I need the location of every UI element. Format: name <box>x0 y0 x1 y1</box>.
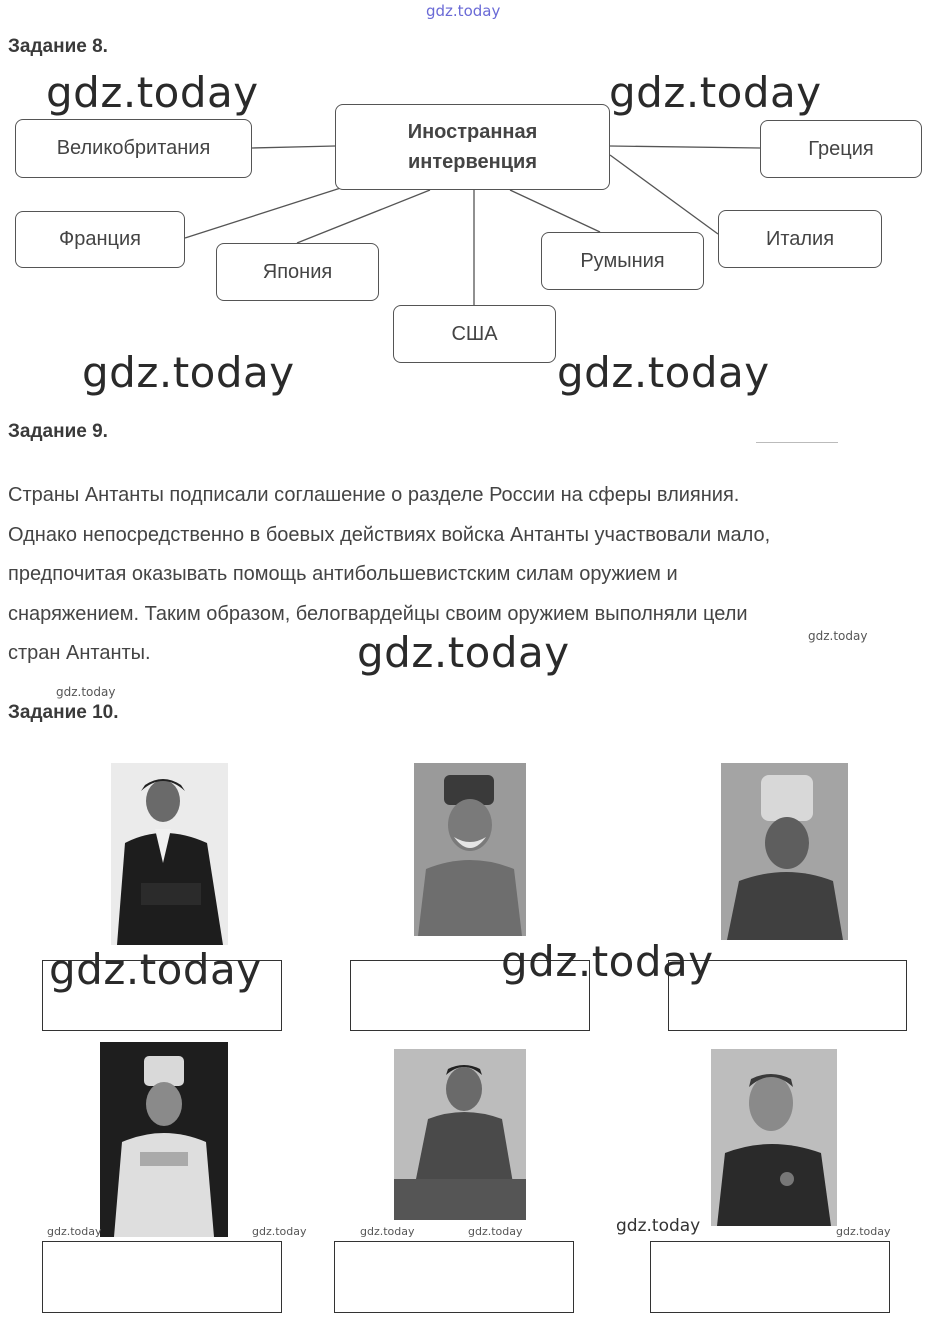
connector-greece <box>610 146 760 148</box>
connector-gb <box>252 146 335 148</box>
connector-france <box>185 185 350 238</box>
watermark-big: gdz.today <box>49 945 262 994</box>
paragraph-line: предпочитая оказывать помощь антибольшевистским силам оружием и <box>8 563 678 585</box>
watermark-small: gdz.today <box>360 1225 415 1238</box>
node-france: Франция <box>15 211 185 268</box>
node-great-britain: Великобритания <box>15 119 252 178</box>
task9-heading: Задание 9. <box>8 421 108 442</box>
portrait-photo-4 <box>100 1042 228 1237</box>
connector-italy <box>610 155 718 234</box>
connector-romania <box>510 190 600 232</box>
node-japan: Япония <box>216 243 379 301</box>
watermark-small: gdz.today <box>468 1225 523 1238</box>
task8-heading: Задание 8. <box>8 36 108 57</box>
portrait-photo-2 <box>414 763 526 936</box>
watermark-big: gdz.today <box>82 348 295 397</box>
portrait-photo-6 <box>711 1049 837 1226</box>
watermark-small: gdz.today <box>836 1225 891 1238</box>
diagram-center-node <box>335 104 610 190</box>
watermark-big: gdz.today <box>46 68 259 117</box>
top-watermark: gdz.today <box>426 2 501 20</box>
center-node-line2: интервенция <box>407 151 537 173</box>
watermark-big: gdz.today <box>357 628 570 677</box>
watermark-small: gdz.today <box>616 1216 701 1236</box>
watermark-big: gdz.today <box>557 348 770 397</box>
watermark-small: gdz.today <box>252 1225 307 1238</box>
node-greece: Греция <box>760 120 922 178</box>
node-romania: Румыния <box>541 232 704 290</box>
watermark-small: gdz.today <box>47 1225 102 1238</box>
task10-heading: Задание 10. <box>8 702 119 723</box>
answer-box-4[interactable] <box>42 1241 282 1313</box>
node-usa: США <box>393 305 556 363</box>
divider-line <box>756 442 838 443</box>
watermark-big: gdz.today <box>501 937 714 986</box>
paragraph-line: Страны Антанты подписали соглашение о разделе России на сферы влияния. <box>8 484 740 506</box>
node-italy: Италия <box>718 210 882 268</box>
watermark-small: gdz.today <box>808 629 868 643</box>
answer-box-6[interactable] <box>650 1241 890 1313</box>
portrait-photo-1 <box>111 763 228 945</box>
watermark-big: gdz.today <box>609 68 822 117</box>
watermark-small: gdz.today <box>56 685 116 699</box>
paragraph-line: стран Антанты. <box>8 642 151 664</box>
paragraph-line: снаряжением. Таким образом, белогвардейцы своим оружием выполняли цели <box>8 602 748 625</box>
answer-box-5[interactable] <box>334 1241 574 1313</box>
portrait-photo-5 <box>394 1049 526 1220</box>
center-node-line1: Иностранная <box>407 121 538 143</box>
paragraph-line: Однако непосредственно в боевых действиях войска Антанты участвовали мало, <box>8 523 771 546</box>
portrait-photo-3 <box>721 763 848 940</box>
connector-japan <box>297 190 430 243</box>
